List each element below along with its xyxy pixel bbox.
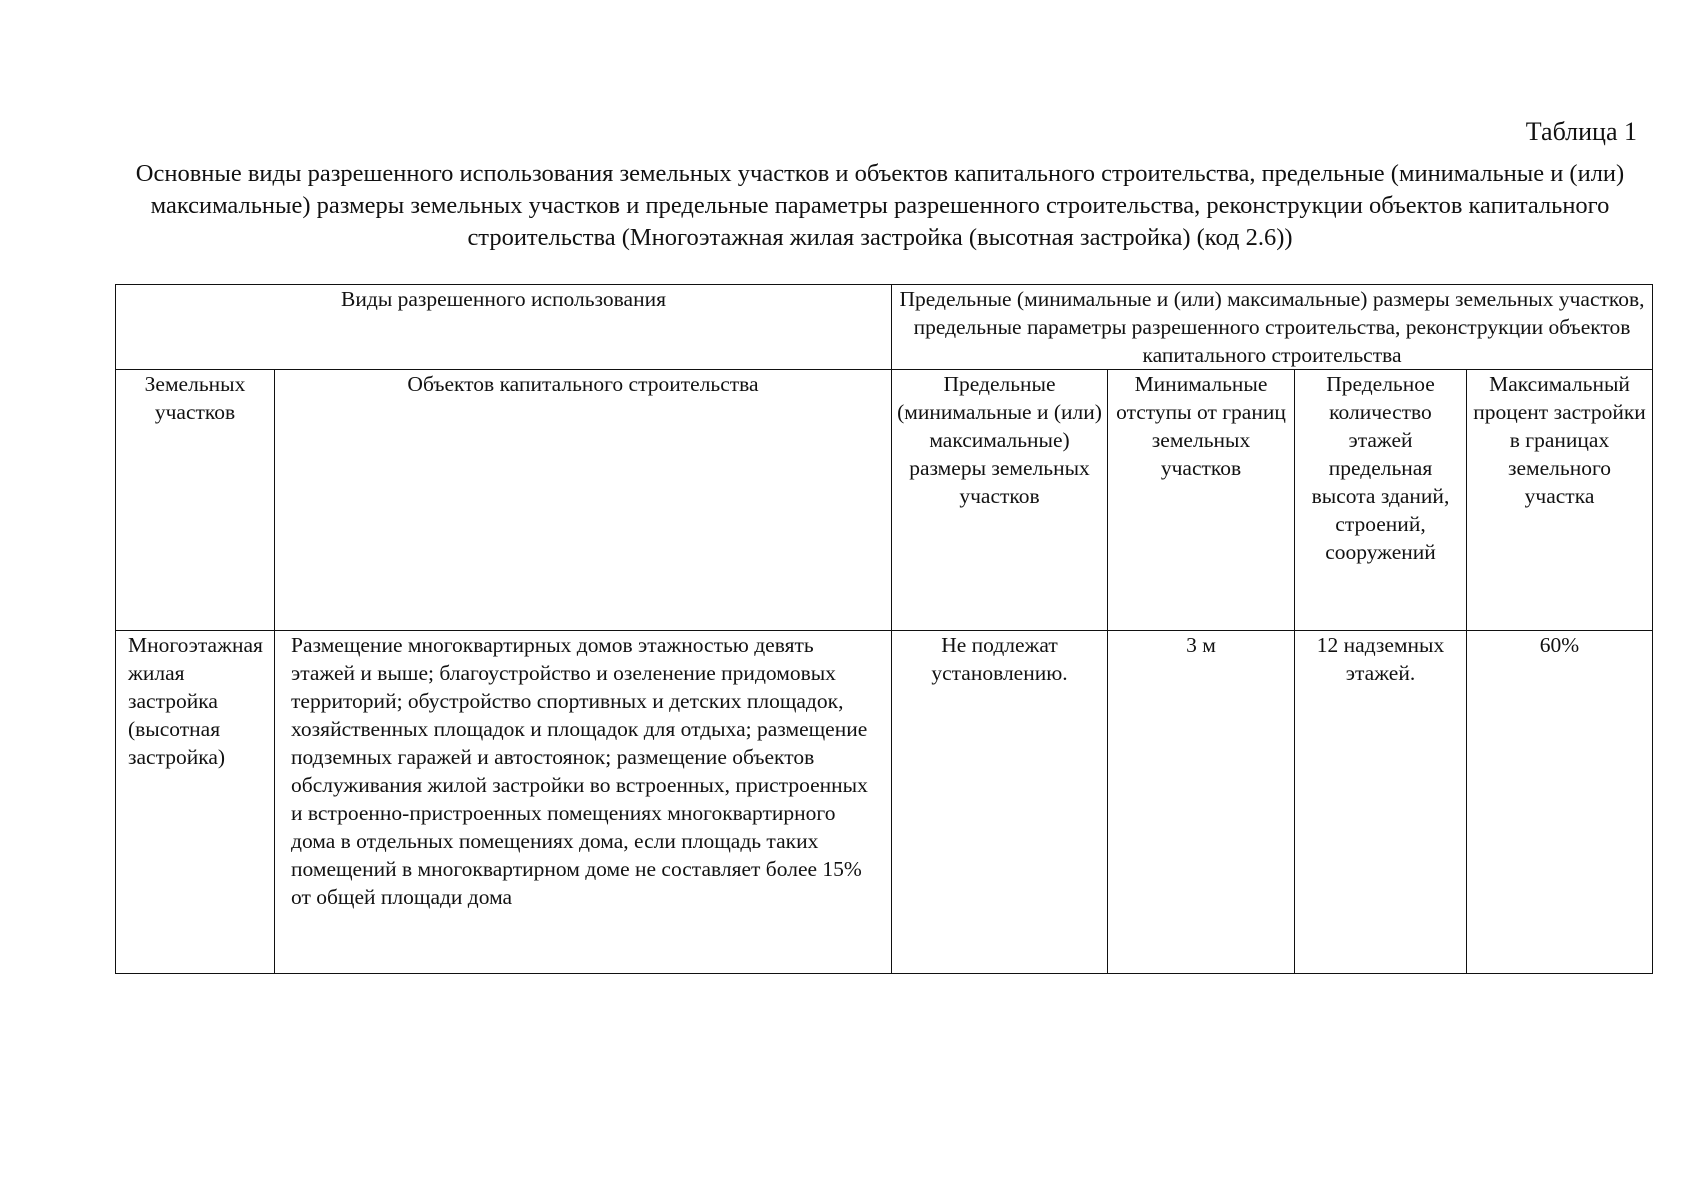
cell-land-use: Многоэтажная жилая застройка (высотная застройка) [116,631,275,974]
cell-objects-description: Размещение многоквартирных домов этажностью девять этажей и выше; благоустройство и озеленение придомовых территорий; обустройство спортивных и детских площадок, хозяйственных площадок и площадок для отдыха; размещение подземных гаражей и автостоянок; размещение объектов обслуживания жилой застройки во встроенных, пристроенных и встроенно-пристроенных помещениях многоквартирного дома в отдельных помещениях дома, если площадь таких помещений в многоквартирном доме не составляет более 15% от общей площади дома [275,631,892,974]
column-header-coverage: Максимальный процент застройки в границах земельного участка [1467,370,1653,631]
cell-plot-size: Не подлежат установлению. [892,631,1108,974]
table-row [116,631,1653,974]
permitted-uses-group-header: Виды разрешенного использования [116,285,892,370]
cell-floors: 12 надземных этажей. [1295,631,1467,974]
column-header-row [116,370,1653,631]
column-header-land: Земельных участков [116,370,275,631]
column-header-plot-size: Предельные (минимальные и (или) максимальные) размеры земельных участков [892,370,1108,631]
table-number: Таблица 1 [1525,117,1637,146]
column-header-objects: Объектов капитального строительства [275,370,892,631]
group-header-row [116,285,1653,370]
column-header-floors: Предельное количество этажей предельная высота зданий, строений, сооружений [1295,370,1467,631]
document-title: Основные виды разрешенного использования земельных участков и объектов капитального строительства, предельные (минимальные и (или) максимальные) размеры земельных участков и предельные параметры разрешенного строительства, реконструкции объектов капитального строительства (Многоэтажная жилая застройка (высотная застройка) (код 2.6)) [135,160,1625,251]
cell-coverage: 60% [1467,631,1653,974]
column-header-setback: Минимальные отступы от границ земельных участков [1108,370,1295,631]
cell-setback: 3 м [1108,631,1295,974]
limits-group-header: Предельные (минимальные и (или) максимальные) размеры земельных участков, предельные параметры разрешенного строительства, реконструкции объектов капитального строительства [892,285,1653,370]
land-use-table [115,284,1653,974]
